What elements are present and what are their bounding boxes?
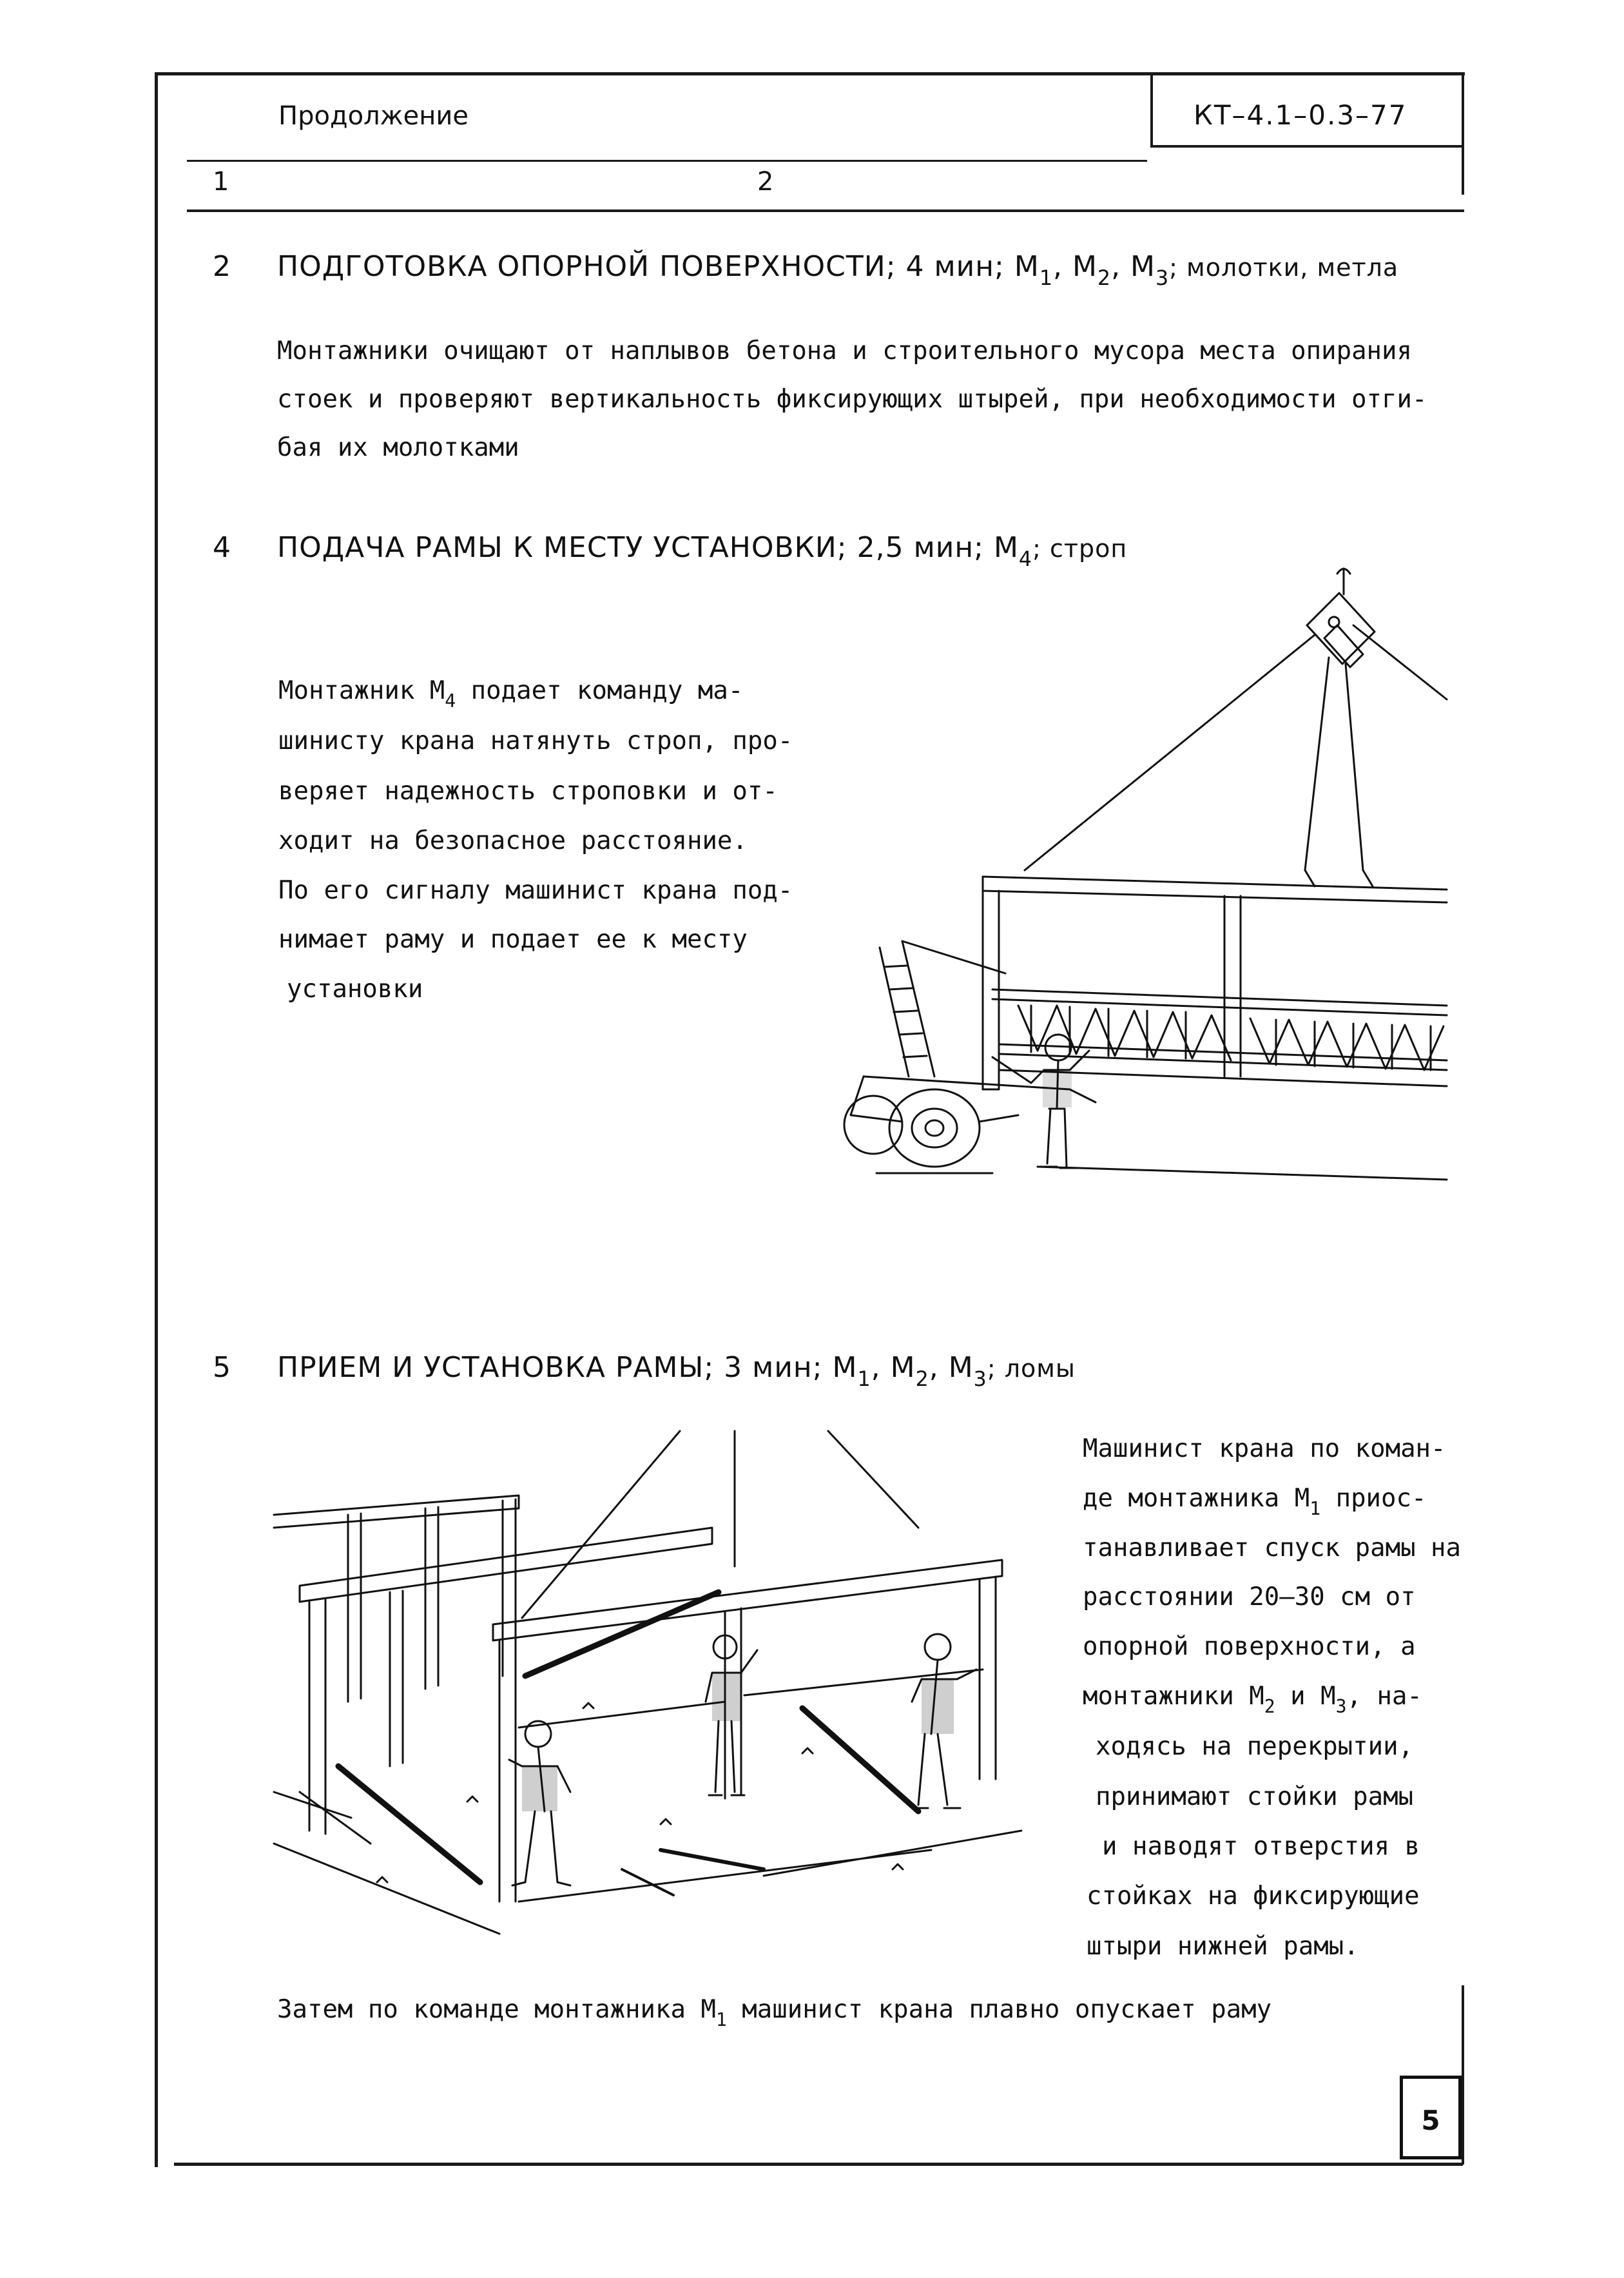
title-subscript: 2: [915, 1368, 929, 1392]
step-text-line: Монтажники очищают от наплывов бетона и строительного мусора места опирания: [277, 336, 1412, 365]
title-part: ПОДГОТОВКА ОПОРНОЙ ПОВЕРХНОСТИ; 4 мин; М: [277, 250, 1039, 283]
frame-bottom: [174, 2163, 1463, 2166]
frame-lifting-illustration: [825, 561, 1469, 1193]
title-subscript: 4: [1018, 548, 1033, 572]
title-part: ПОДАЧА РАМЫ К МЕСТУ УСТАНОВКИ; 2,5 мин; М: [277, 531, 1019, 564]
step-number: 4: [213, 531, 231, 564]
code-box-bottom: [1150, 145, 1464, 148]
step-text-line: Машинист крана по коман-: [1083, 1434, 1446, 1463]
title-part: ; молотки, метла: [1169, 253, 1399, 282]
title-part: ; строп: [1032, 534, 1128, 563]
title-part: , М: [1052, 250, 1097, 283]
title-part: ; ломы: [987, 1354, 1076, 1383]
step-text-line: [1083, 1682, 1422, 1717]
title-part: , М: [929, 1351, 974, 1384]
text-part: Монтажник М: [278, 676, 445, 705]
page-number-box: [1400, 2076, 1462, 2159]
text-subscript: 2: [1264, 1695, 1275, 1717]
document-code: КТ–4.1–0.3–77: [1194, 99, 1407, 131]
step-text-line: веряет надежность строповки и от-: [278, 777, 778, 806]
frame-right: [1462, 72, 1464, 195]
column-2-label: 2: [757, 167, 774, 197]
step-closing-line: [277, 1995, 1272, 2030]
step-text-line: По его сигналу машинист крана под-: [278, 876, 793, 905]
step-title: [277, 250, 1399, 291]
continuation-label: Продолжение: [278, 101, 469, 131]
text-part: монтажники М: [1083, 1682, 1264, 1711]
frame-installation-illustration: [274, 1431, 1047, 1934]
frame-left: [155, 72, 158, 2167]
step-text-line: стойках на фиксирующие: [1087, 1882, 1420, 1911]
title-subscript: 3: [1155, 267, 1170, 291]
title-subscript: 1: [1039, 267, 1053, 291]
frame-top: [155, 72, 1465, 75]
title-subscript: 3: [973, 1368, 987, 1392]
step-text-line: расстоянии 20–30 см от: [1083, 1582, 1416, 1611]
step-text-line: нимает раму и подает ее к месту: [278, 925, 748, 954]
step-text-line: бая их молотками: [277, 433, 519, 462]
column-header-rule: [187, 209, 1464, 212]
step-number: 2: [213, 250, 231, 283]
header-rule: [187, 160, 1147, 162]
text-subscript: 4: [445, 690, 456, 712]
step-text-line: шинисту крана натянуть строп, про-: [278, 726, 793, 755]
column-1-label: 1: [213, 167, 229, 197]
text-subscript: 1: [1310, 1497, 1321, 1519]
step-text-line: танавливает спуск рамы на: [1083, 1533, 1461, 1562]
title-part: ПРИЕМ И УСТАНОВКА РАМЫ; 3 мин; М: [277, 1351, 858, 1384]
page-number: 5: [1421, 2105, 1440, 2136]
step-text-line: штыри нижней рамы.: [1087, 1932, 1359, 1961]
text-part: Затем по команде монтажника М: [277, 1995, 716, 2024]
text-part: машинист крана плавно опускает раму: [726, 1995, 1272, 2024]
text-subscript: 1: [715, 2009, 727, 2030]
step-text-line: опорной поверхности, а: [1083, 1632, 1416, 1661]
title-subscript: 2: [1097, 267, 1112, 291]
step-title: [277, 531, 1128, 572]
step-number: 5: [213, 1351, 231, 1384]
frame-right-lower: [1462, 1985, 1464, 2165]
step-text-line: [1083, 1484, 1427, 1519]
step-text-line: ходит на безопасное расстояние.: [278, 826, 748, 855]
text-part: подает команду ма-: [456, 676, 744, 705]
step-title: [277, 1351, 1076, 1392]
step-text-line: установки: [287, 975, 423, 1004]
title-part: , М: [871, 1351, 916, 1384]
step-text-line: [278, 676, 744, 712]
text-part: , на-: [1346, 1682, 1422, 1711]
step-text-line: и наводят отверстия в: [1102, 1832, 1420, 1861]
title-part: , М: [1111, 250, 1156, 283]
step-text-line: принимают стойки рамы: [1096, 1782, 1414, 1811]
step-text-line: стоек и проверяют вертикальность фиксирующих штырей, при необходимости отги-: [277, 385, 1427, 414]
title-subscript: 1: [857, 1368, 871, 1392]
text-part: де монтажника М: [1083, 1484, 1310, 1513]
code-box-left: [1150, 72, 1153, 146]
text-part: и М: [1275, 1682, 1336, 1711]
text-subscript: 3: [1335, 1695, 1347, 1717]
step-text-line: ходясь на перекрытии,: [1096, 1732, 1414, 1761]
text-part: приос-: [1320, 1484, 1427, 1513]
